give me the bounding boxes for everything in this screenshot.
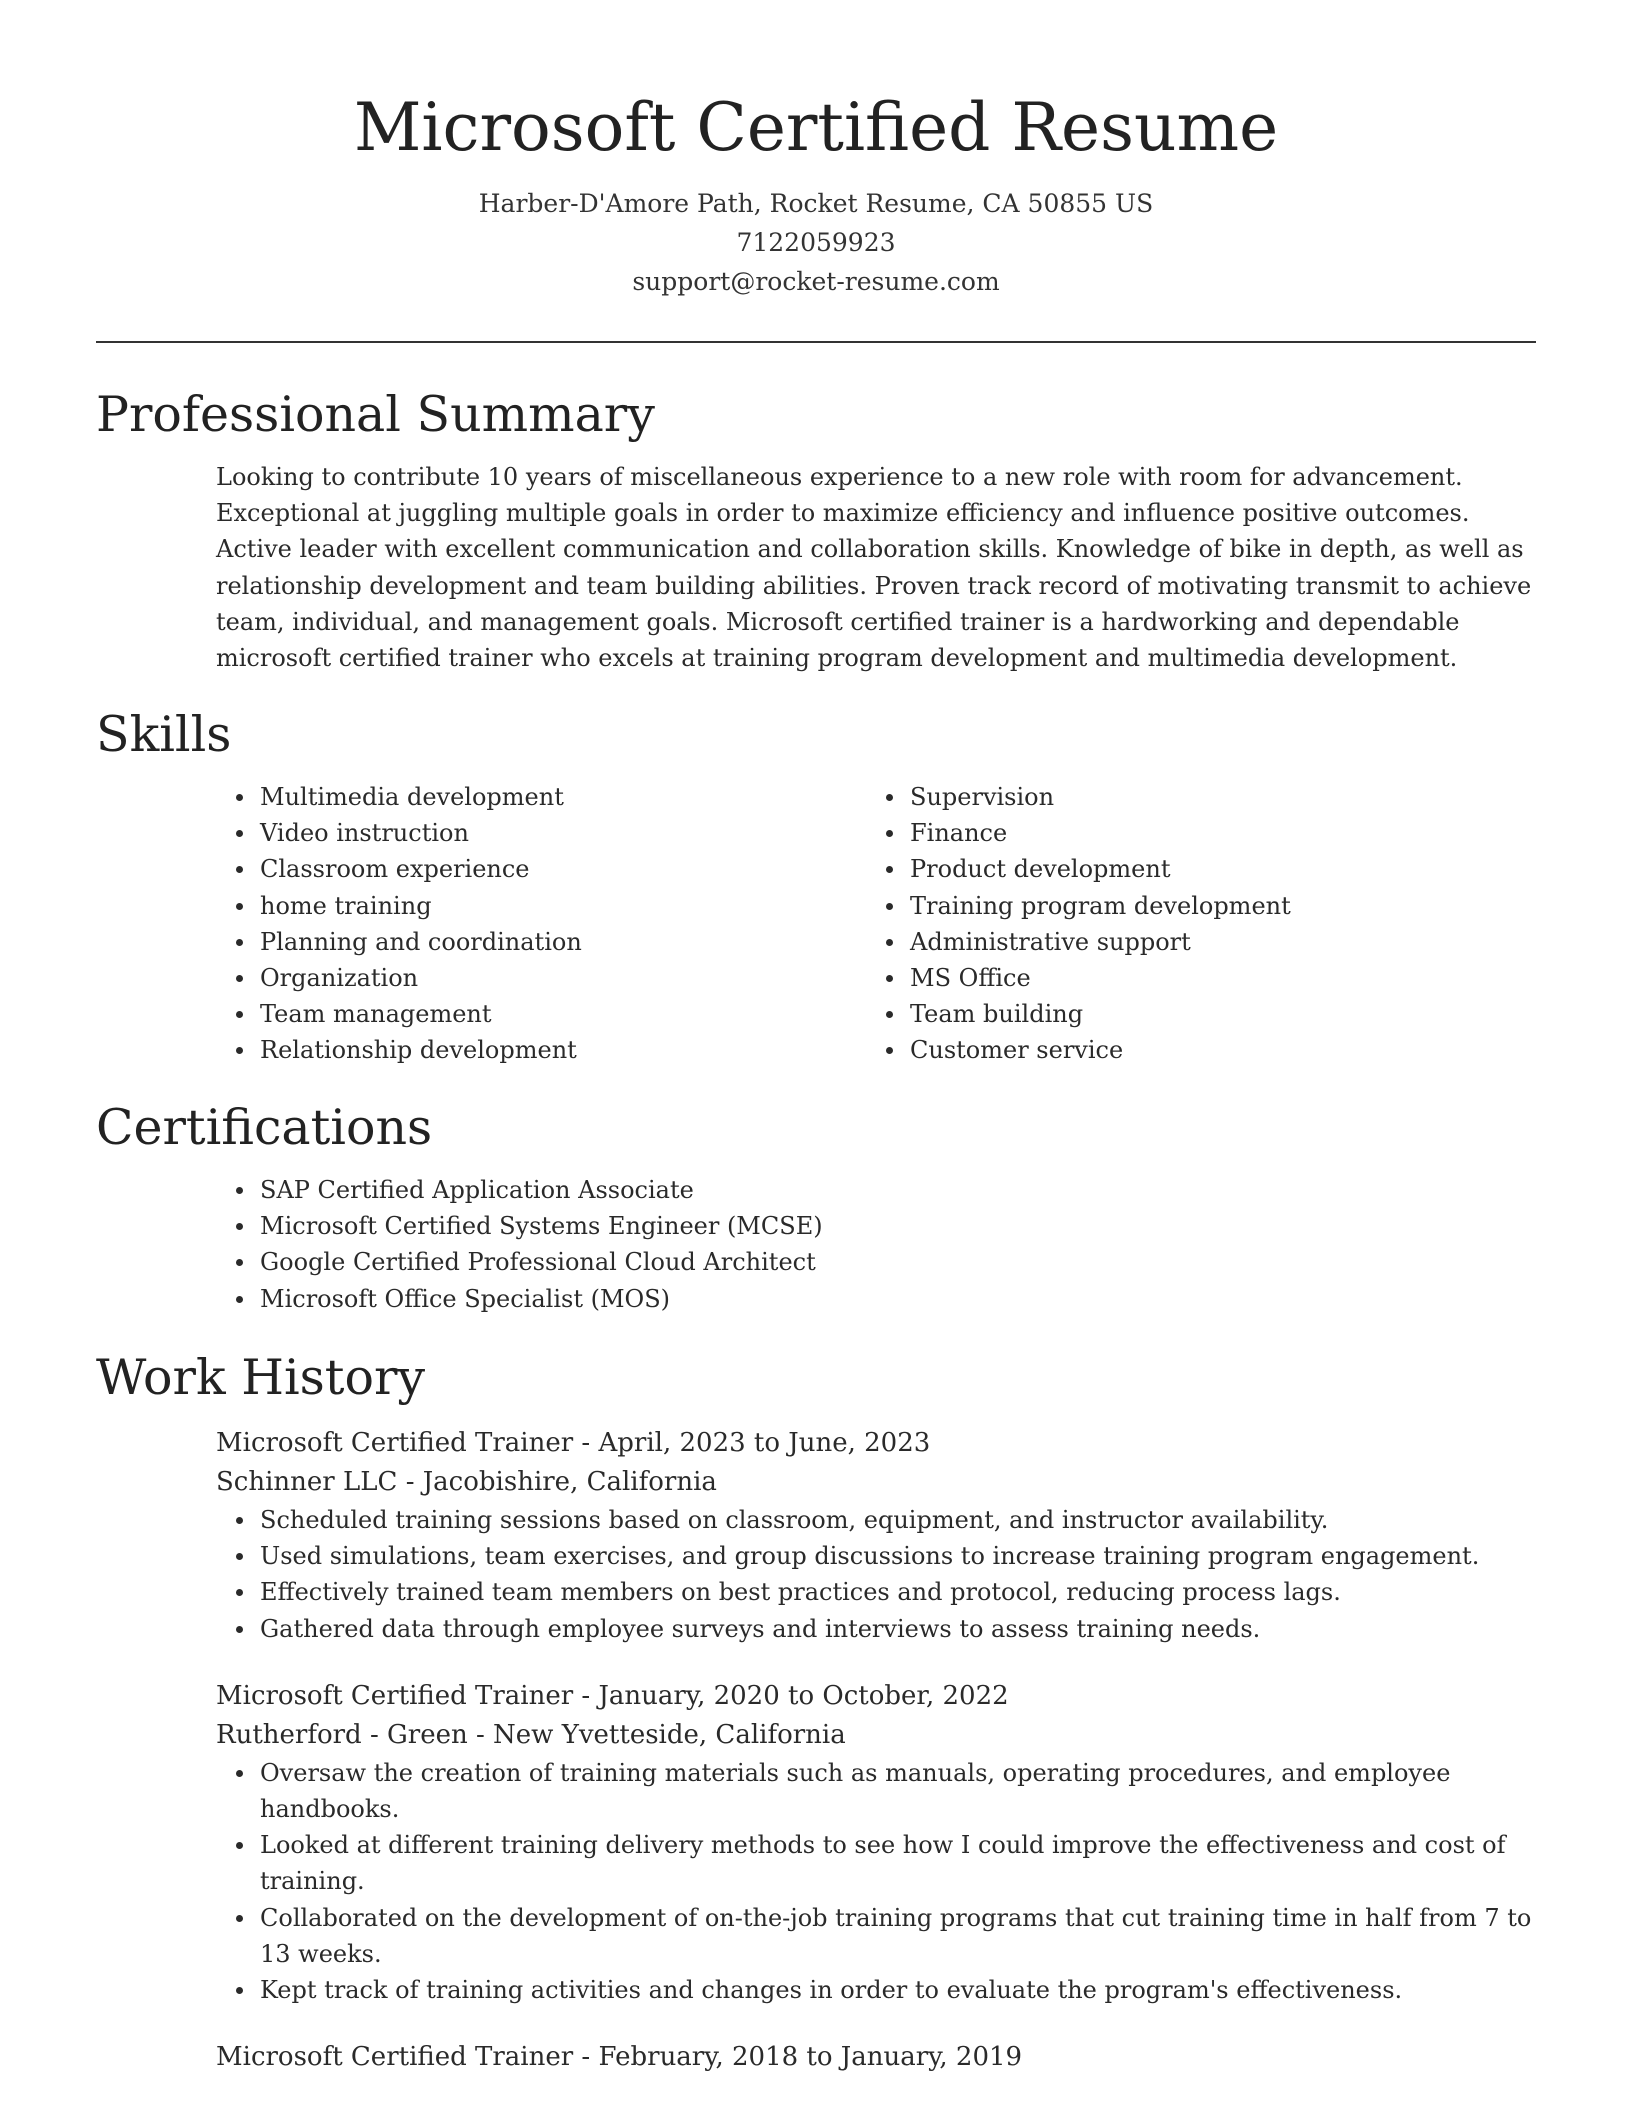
job-title-line <box>216 1677 1536 1716</box>
skill-item: Planning and coordination <box>216 924 866 960</box>
job-entry <box>216 2038 1536 2077</box>
skill-item: Team building <box>866 996 1516 1032</box>
job-role: Microsoft Certified Trainer <box>216 2042 574 2073</box>
summary-text: Looking to contribute 10 years of miscellaneous experience to a new role with room for advancement. Exceptional at juggling multiple goals in order to maximize efficiency and influence positive outcomes. Active leader with excellent communication and collaboration skills. Knowledge of bike in depth, as well as relationship development and team building abilities. Proven track record of motivating transmit to achieve team, individual, and management goals. Microsoft certified trainer is a hardworking and dependable microsoft certified trainer who excels at training program development and multimedia development. <box>216 463 1532 673</box>
summary-section <box>96 385 1536 676</box>
work-history-section <box>96 1348 1536 2077</box>
work-history-title: Work History <box>96 1349 426 1406</box>
job-dates: - January, 2020 to October, 2022 <box>573 1680 1009 1711</box>
skill-item: Classroom experience <box>216 851 866 887</box>
job-bullet: Looked at different training delivery methods to see how I could improve the effectiveness and cost of training. <box>216 1827 1536 1899</box>
job-dates: - April, 2023 to June, 2023 <box>573 1428 931 1458</box>
job-company: Schinner LLC <box>216 1467 398 1497</box>
contact-address: Harber-D'Amore Path, Rocket Resume, CA 50855 US <box>478 189 1154 218</box>
skill-item: Product development <box>866 851 1516 887</box>
skill-item: Relationship development <box>216 1032 866 1068</box>
job-company: Rutherford - Green <box>216 1719 468 1750</box>
job-title-line <box>216 2038 1536 2077</box>
job-company-line <box>216 1463 1536 1502</box>
summary-title: Professional Summary <box>96 386 655 443</box>
certification-item: Microsoft Office Specialist (MOS) <box>216 1281 1536 1317</box>
job-bullet: Gathered data through employee surveys and interviews to assess training needs. <box>216 1611 1536 1647</box>
job-bullets <box>96 1502 1536 1647</box>
job-role: Microsoft Certified Trainer <box>216 1428 574 1458</box>
certifications-section <box>96 1098 1536 1317</box>
job-bullet: Used simulations, team exercises, and group discussions to increase training program engagement. <box>216 1538 1536 1574</box>
skill-item: Multimedia development <box>216 779 866 815</box>
job-entry <box>216 1424 1536 1647</box>
job-dates: - February, 2018 to January, 2019 <box>573 2042 1023 2073</box>
skill-item: Team management <box>216 996 866 1032</box>
certifications-title: Certifications <box>96 1099 433 1156</box>
contact-phone: 7122059923 <box>736 228 896 257</box>
certification-item: Microsoft Certified Systems Engineer (MCSE) <box>216 1208 1536 1244</box>
job-entry <box>216 1677 1536 2008</box>
skills-section <box>96 705 1536 1069</box>
skill-item: Supervision <box>866 779 1516 815</box>
certification-item: SAP Certified Application Associate <box>216 1172 1536 1208</box>
job-bullet: Scheduled training sessions based on classroom, equipment, and instructor availability. <box>216 1502 1536 1538</box>
skills-title: Skills <box>96 706 232 763</box>
skills-list-left <box>216 779 866 1069</box>
header-divider <box>96 341 1536 343</box>
job-bullet: Collaborated on the development of on-the-job training programs that cut training time in half from 7 to 13 weeks. <box>216 1900 1536 1972</box>
job-bullet: Oversaw the creation of training materials such as manuals, operating procedures, and employee handbooks. <box>216 1755 1536 1827</box>
skill-item: MS Office <box>866 960 1516 996</box>
skills-list-right <box>866 779 1516 1069</box>
skill-item: Customer service <box>866 1032 1516 1068</box>
resume-name: Microsoft Certified Resume <box>353 89 1279 166</box>
job-location: - New Yvetteside, California <box>467 1719 846 1750</box>
resume-header <box>0 0 1632 301</box>
job-role: Microsoft Certified Trainer <box>216 1680 574 1711</box>
skill-item: Finance <box>866 815 1516 851</box>
job-bullet: Effectively trained team members on best practices and protocol, reducing process lags. <box>216 1574 1536 1610</box>
job-location: - Jacobishire, California <box>397 1467 717 1497</box>
skills-columns <box>216 779 1536 1069</box>
skill-item: Organization <box>216 960 866 996</box>
job-company-line <box>216 1716 1536 1755</box>
skill-item: Administrative support <box>866 924 1516 960</box>
skill-item: Training program development <box>866 888 1516 924</box>
contact-email: support@rocket-resume.com <box>632 267 1000 296</box>
job-title-line <box>216 1424 1536 1463</box>
job-bullet: Kept track of training activities and changes in order to evaluate the program's effectiveness. <box>216 1972 1536 2008</box>
skill-item: Video instruction <box>216 815 866 851</box>
skill-item: home training <box>216 888 866 924</box>
certifications-list <box>216 1172 1536 1317</box>
certification-item: Google Certified Professional Cloud Architect <box>216 1244 1536 1280</box>
job-bullets <box>96 1755 1536 2008</box>
